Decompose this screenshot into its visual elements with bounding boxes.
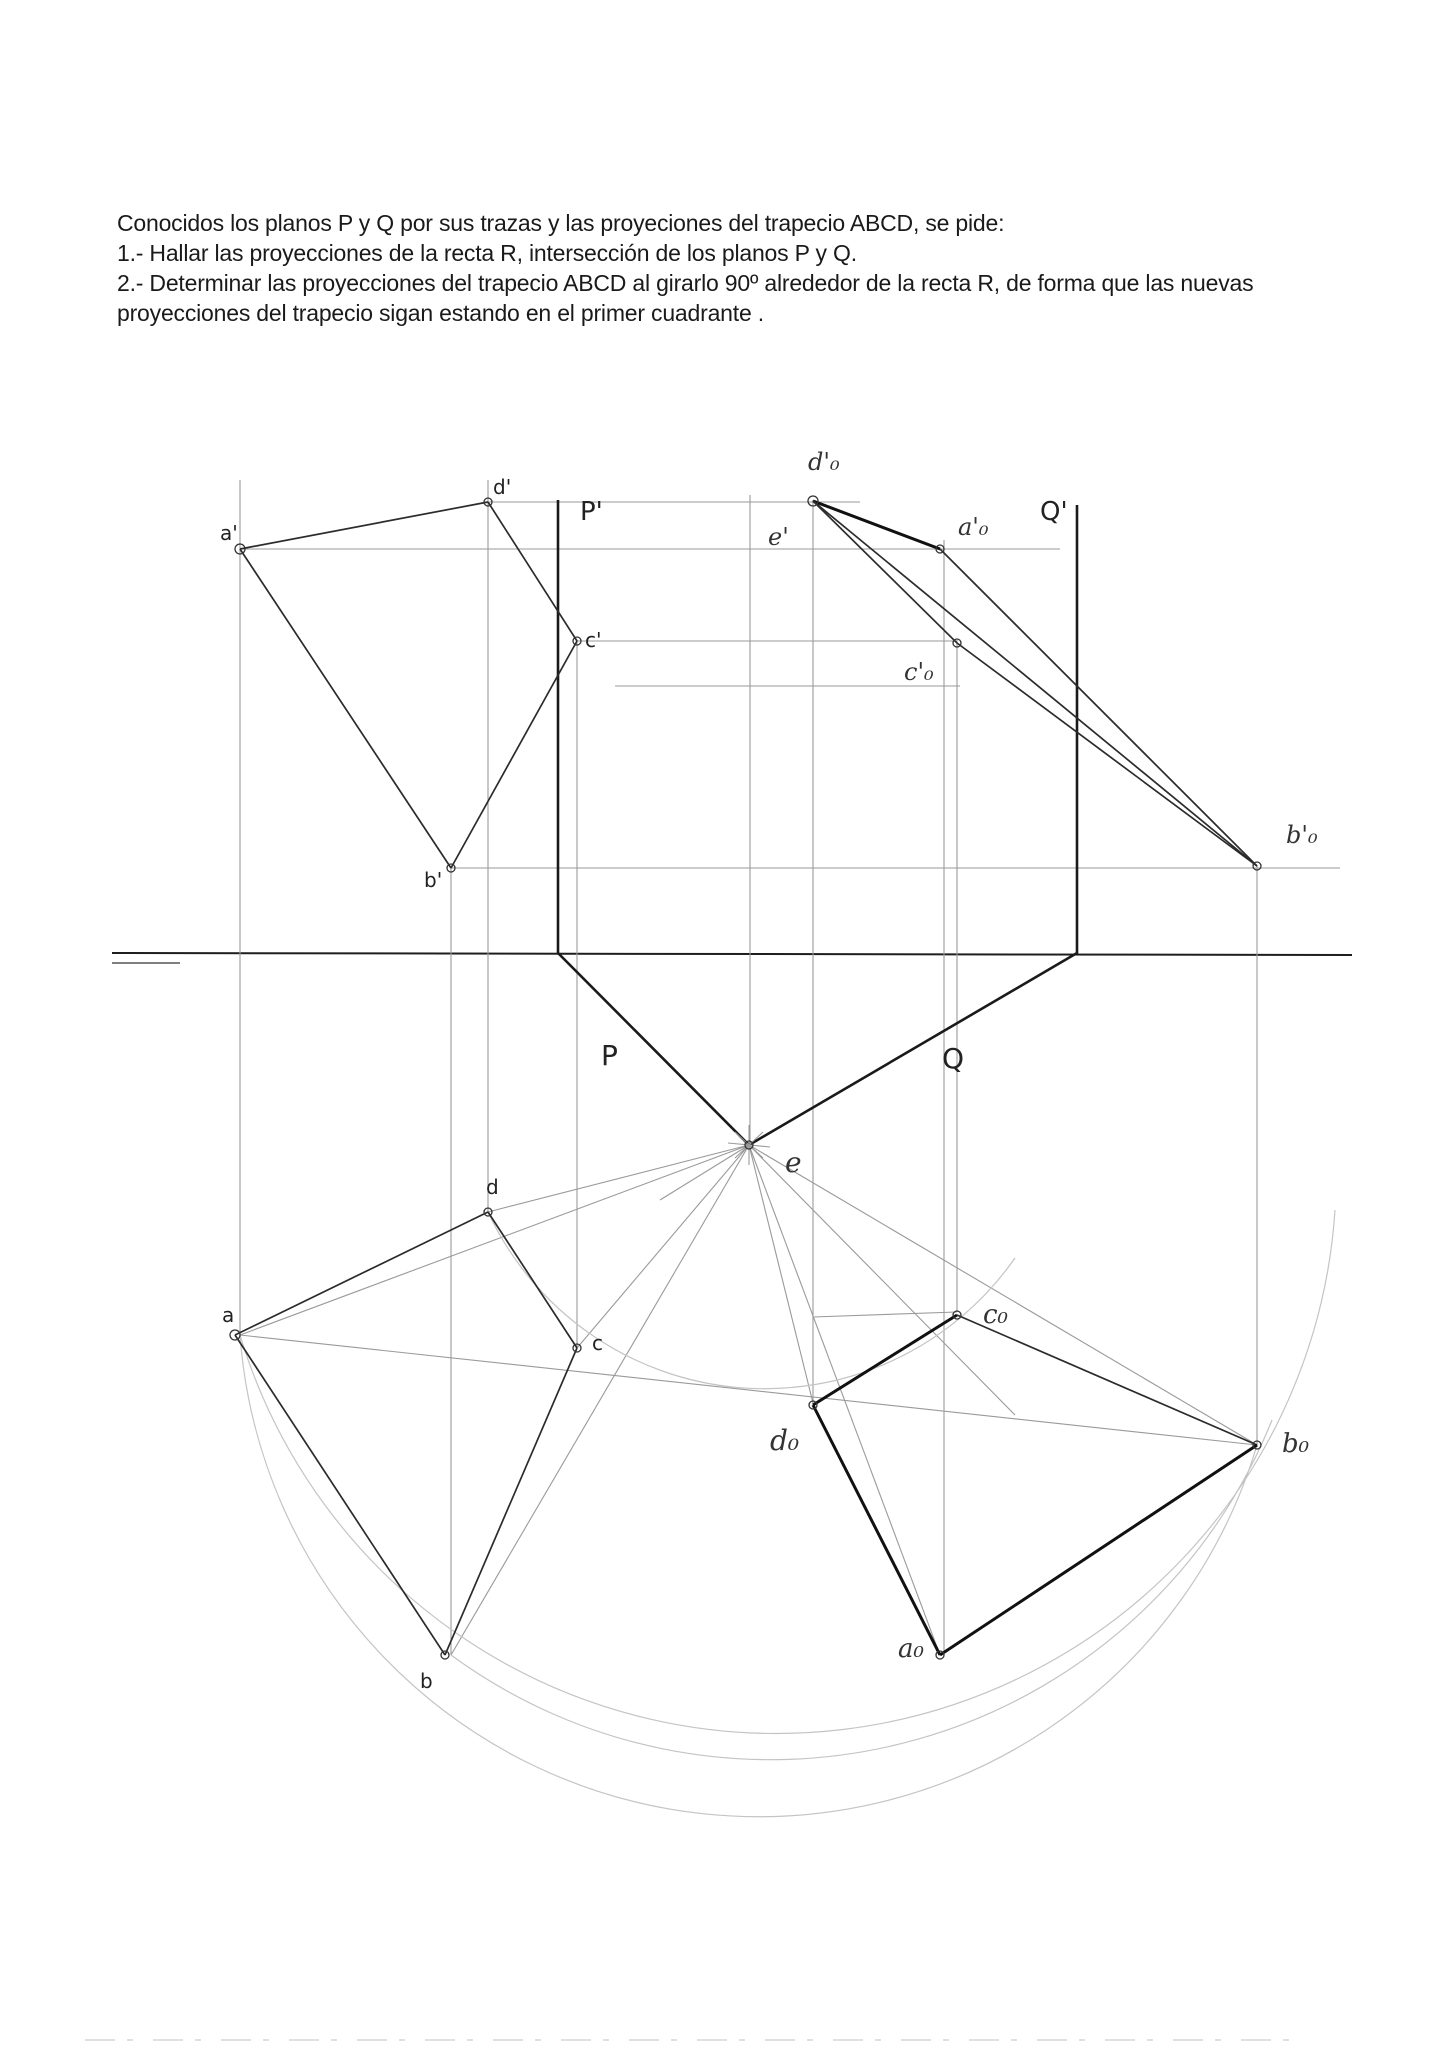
trapezoid-horizontal-projection [235, 1212, 577, 1655]
label-a: a [222, 1303, 235, 1327]
reference-lines [240, 480, 1257, 1655]
label-P: P [601, 1039, 618, 1072]
label-b0-prime: b'₀ [1286, 821, 1318, 849]
point-markers [230, 496, 1261, 1659]
label-b-prime: b' [424, 868, 443, 892]
label-Q: Q [942, 1042, 965, 1075]
statement-item-3: proyecciones del trapecio sigan estando en el primer cuadrante . [117, 300, 764, 326]
label-a-prime: a' [220, 521, 238, 545]
label-d: d [486, 1175, 499, 1199]
label-e-prime: e' [768, 523, 789, 551]
label-d0-prime: d'₀ [808, 448, 840, 476]
statement-item-1: 1.- Hallar las proyecciones de la recta R, intersección de los planos P y Q. [117, 240, 857, 266]
statement-item-2: 2.- Determinar las proyecciones del trapecio ABCD al girarlo 90º alrededor de la recta R, de forma que las nuevas [117, 270, 1254, 296]
label-a0-prime: a'₀ [958, 513, 989, 541]
label-c-prime: c' [585, 628, 602, 652]
label-d-prime: d' [493, 475, 512, 499]
label-c0: c₀ [983, 1300, 1008, 1330]
plane-traces [558, 500, 1077, 1145]
label-b: b [420, 1669, 433, 1693]
plane-Q-traces [749, 505, 1077, 1145]
statement-intro: Conocidos los planos P y Q por sus trazas y las proyeciones del trapecio ABCD, se pide: [117, 210, 1005, 236]
horizontal-reference-lines [240, 502, 1340, 868]
point-labels [220, 448, 1318, 1693]
label-e: e [785, 1146, 802, 1179]
label-d0: d₀ [770, 1424, 800, 1457]
label-b0: b₀ [1282, 1429, 1310, 1459]
rotated-trapezoid-vertical-projection [813, 501, 1257, 866]
label-P-prime: P' [580, 497, 603, 527]
label-c0-prime: c'₀ [904, 658, 934, 686]
plane-P-traces [558, 500, 749, 1145]
trapezoid-vertical-projection [240, 502, 577, 868]
label-a0: a₀ [898, 1634, 924, 1664]
label-Q-prime: Q' [1040, 497, 1068, 527]
label-c: c [592, 1331, 603, 1355]
ground-line [112, 953, 1352, 955]
